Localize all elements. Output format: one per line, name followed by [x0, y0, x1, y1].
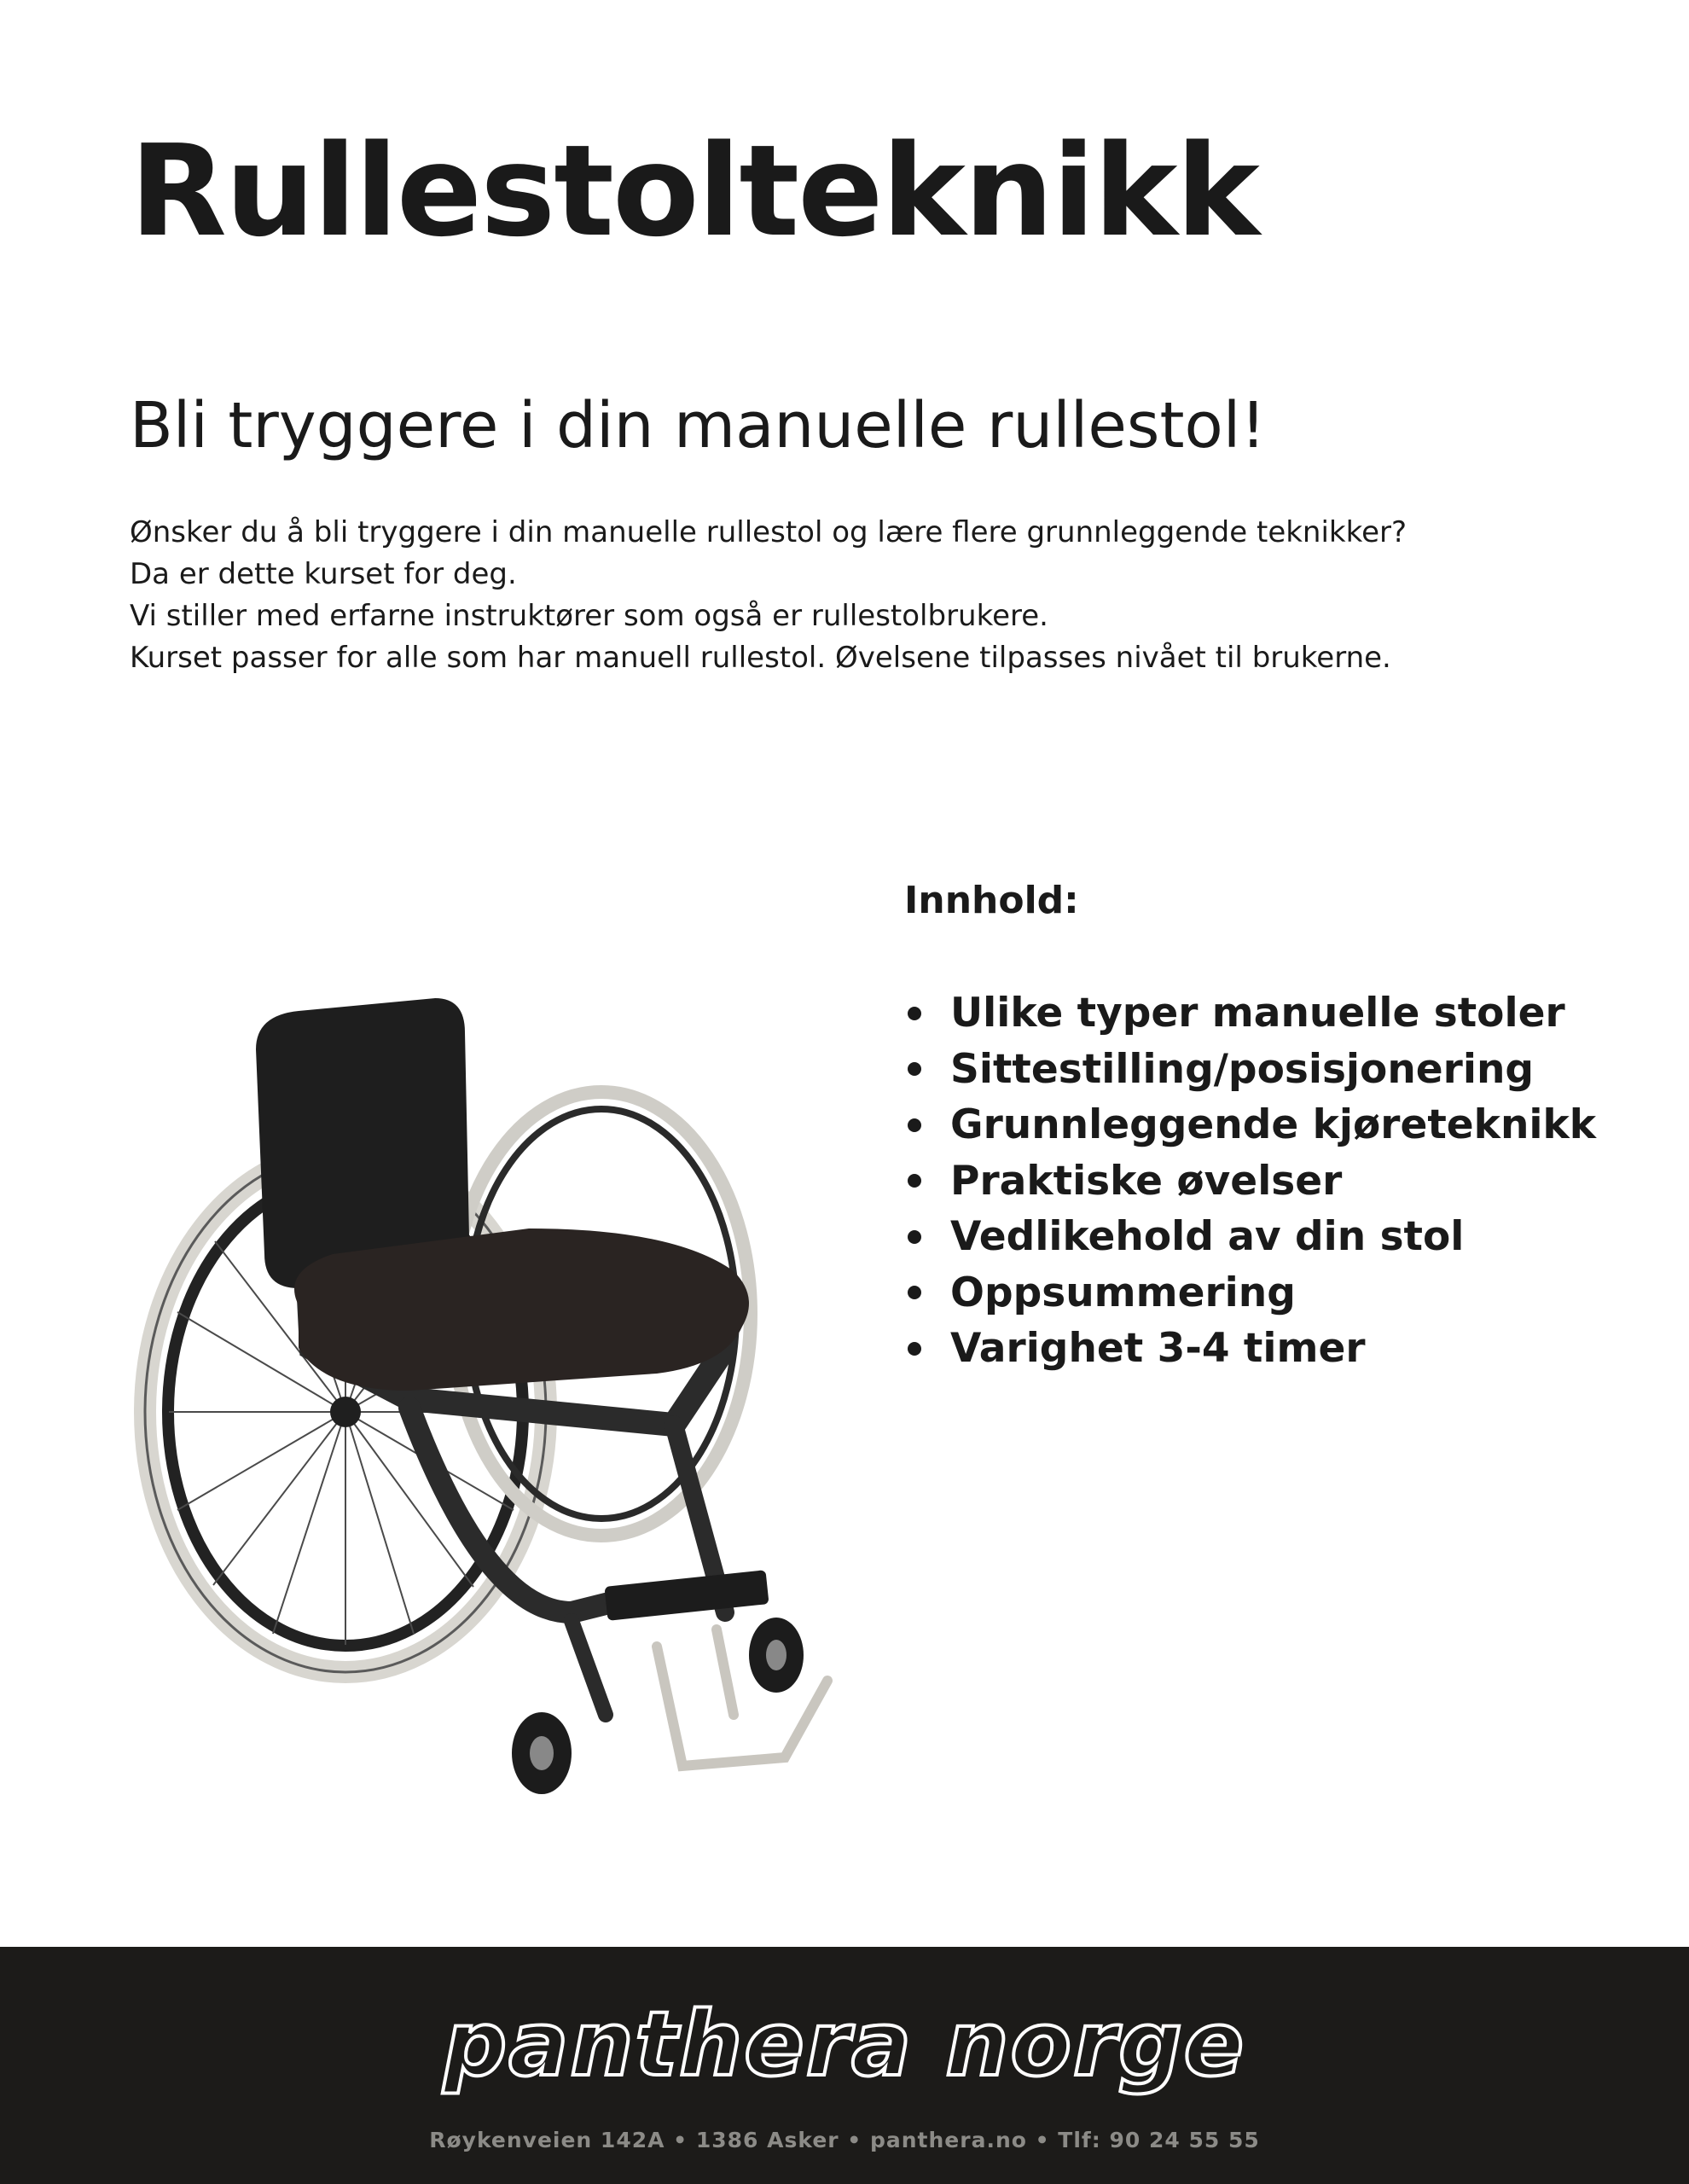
- list-item: [904, 1097, 1596, 1153]
- intro-text: [130, 512, 1631, 679]
- leg-strap: [604, 1570, 769, 1621]
- bullet-icon: [908, 1062, 921, 1076]
- intro-line: Ønsker du å bli tryggere i din manuelle rullestol og lære flere grunnleggende teknikker?: [130, 515, 1408, 549]
- intro-line: Kurset passer for alle som har manuell rullestol. Øvelsene tilpasses nivået til brukerne.: [130, 641, 1391, 675]
- page-subtitle: Bli tryggere i din manuelle rullestol!: [130, 389, 1266, 462]
- list-item-text: Varighet 3-4 timer: [950, 1325, 1366, 1372]
- list-item: [904, 1209, 1596, 1265]
- bullet-icon: [908, 1286, 921, 1299]
- bullet-icon: [908, 1007, 921, 1020]
- bullet-icon: [908, 1230, 921, 1244]
- list-item: [904, 1321, 1596, 1377]
- panthera-logo: panthera norge: [443, 1992, 1246, 2096]
- intro-line: Da er dette kurset for deg.: [130, 557, 517, 591]
- seat-cushion: [294, 1228, 749, 1391]
- content-heading: Innhold:: [904, 879, 1079, 922]
- wheelchair-image: [128, 947, 862, 1800]
- footer: [0, 1947, 1689, 2184]
- list-item-text: Grunnleggende kjøreteknikk: [950, 1101, 1597, 1148]
- list-item-text: Vedlikehold av din stol: [950, 1213, 1465, 1260]
- bullet-icon: [908, 1174, 921, 1188]
- list-item: [904, 985, 1596, 1042]
- intro-line: Vi stiller med erfarne instruktører som også er rullestolbrukere.: [130, 599, 1048, 633]
- list-item-text: Ulike typer manuelle stoler: [950, 990, 1565, 1037]
- content-list: [904, 985, 1596, 1377]
- page-title: Rullestolteknikk: [130, 118, 1258, 264]
- list-item-text: Praktiske øvelser: [950, 1157, 1343, 1205]
- bullet-icon: [908, 1118, 921, 1132]
- list-item-text: Sittestilling/posisjonering: [950, 1045, 1535, 1093]
- bullet-icon: [908, 1342, 921, 1356]
- footer-address: Røykenveien 142A • 1386 Asker • panthera.no • Tlf: 90 24 55 55: [429, 2128, 1260, 2152]
- list-item: [904, 1153, 1596, 1210]
- list-item-text: Oppsummering: [950, 1269, 1296, 1316]
- list-item: [904, 1265, 1596, 1321]
- list-item: [904, 1042, 1596, 1098]
